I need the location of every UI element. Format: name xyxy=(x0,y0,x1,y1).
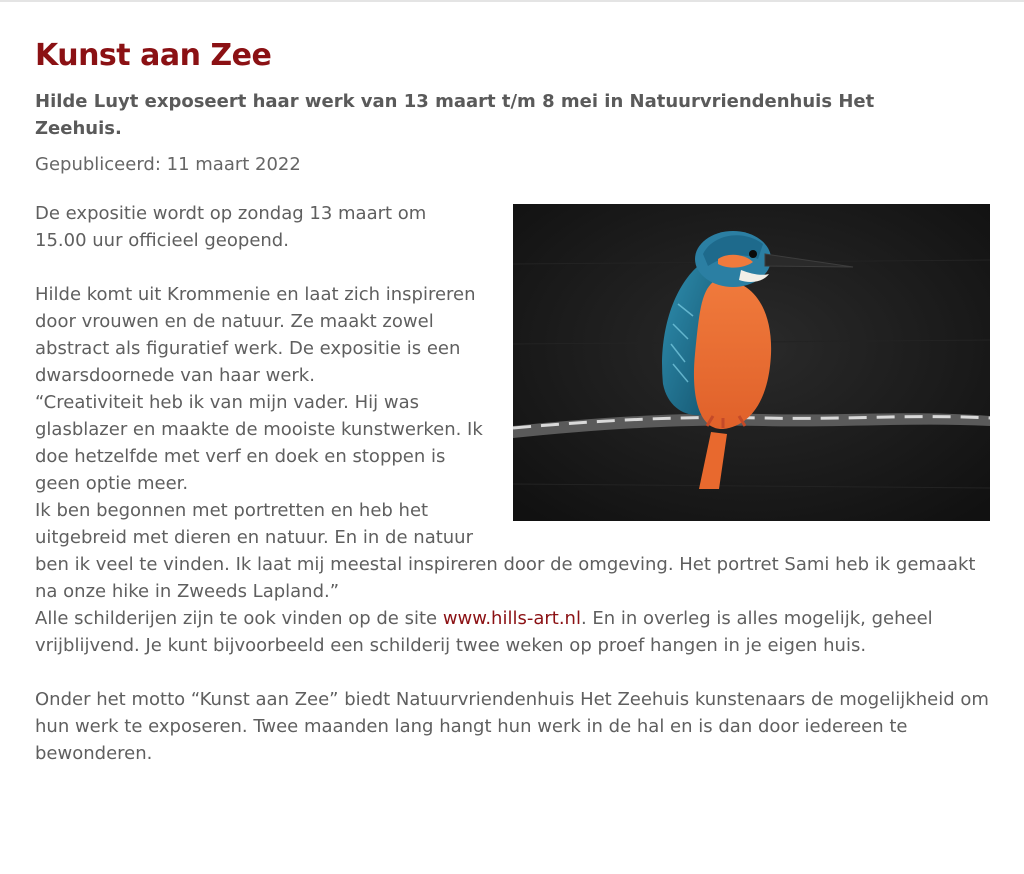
paragraph-quote-start: “Creativiteit heb ik van mijn vader. Hij was glasblazer en maakte de mooiste kunstwerken. Ik doe hetzelfde met verf en doek en stoppen is geen optie meer. xyxy=(35,392,483,494)
website-link[interactable]: www.hills-art.nl xyxy=(442,608,581,629)
paragraph-intro: Hilde komt uit Krommenie en laat zich inspireren door vrouwen en de natuur. Ze maakt zowel abstract als figuratief werk. De expositie is een dwarsdoornede van haar werk. xyxy=(35,284,476,386)
article xyxy=(35,36,990,767)
top-divider xyxy=(0,0,1024,2)
article-title: Kunst aan Zee xyxy=(35,38,272,73)
website-text-after: . En in overleg is alles mogelijk, geheel vrijblijvend. Je kunt bijvoorbeeld een schilderij twee weken op proef hangen in je eigen huis. xyxy=(35,608,933,656)
paragraph-quote-end: Ik ben begonnen met portretten en heb het uitgebreid met dieren en natuur. En in de natuur ben ik veel te vinden. Ik laat mij meestal inspireren door de omgeving. Het portret Sami heb ik gemaakt na onze hike in Zweeds Lapland.” xyxy=(35,500,976,602)
paragraph-website xyxy=(35,605,990,659)
paragraph-opening: De expositie wordt op zondag 13 maart om 15.00 uur officieel geopend. xyxy=(35,203,427,251)
website-text-before: Alle schilderijen zijn te ook vinden op de site xyxy=(35,608,443,629)
article-lead: Hilde Luyt exposeert haar werk van 13 maart t/m 8 mei in Natuurvriendenhuis Het Zeehuis. xyxy=(35,91,875,139)
article-body xyxy=(35,200,990,767)
publish-date: Gepubliceerd: 11 maart 2022 xyxy=(35,154,301,175)
paragraph-motto: Onder het motto “Kunst aan Zee” biedt Natuurvriendenhuis Het Zeehuis kunstenaars de mogelijkheid om hun werk te exposeren. Twee maanden lang hangt hun werk in de hal en is dan door iedereen te bewonderen. xyxy=(35,689,989,764)
kingfisher-painting-image xyxy=(513,204,990,521)
